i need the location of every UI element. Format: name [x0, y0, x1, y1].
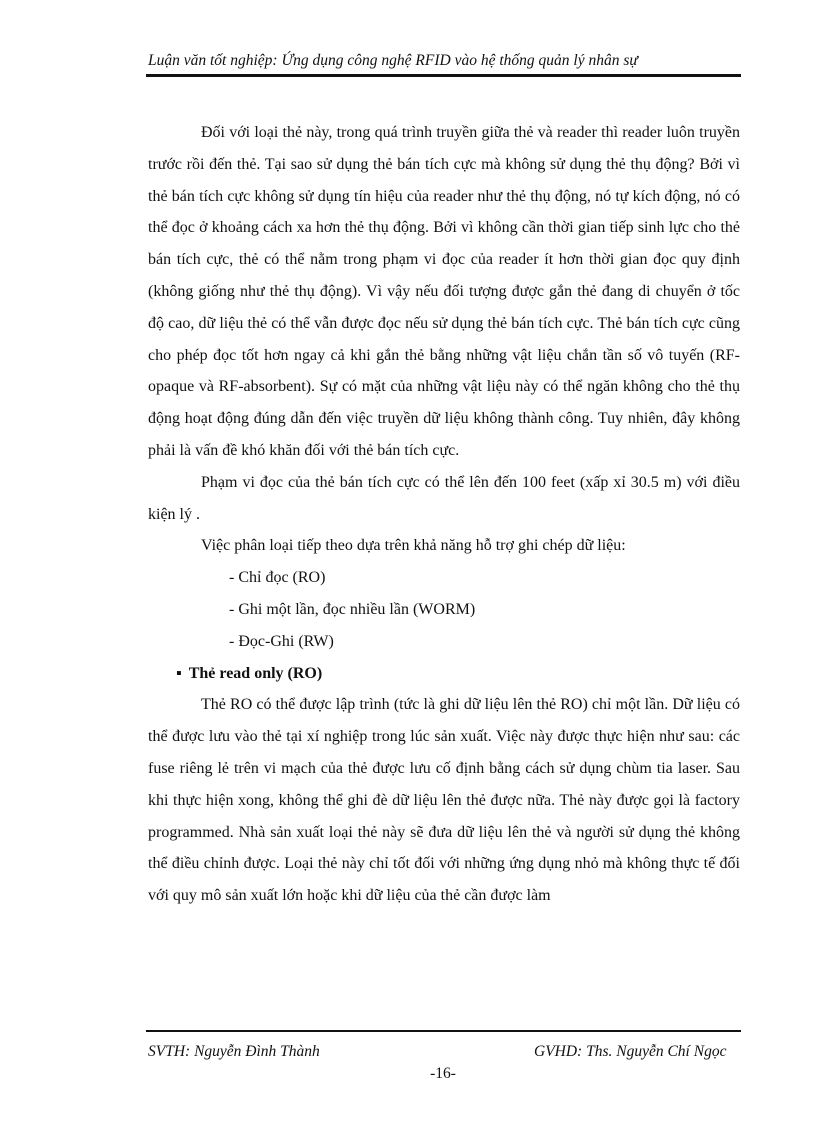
list-item-read-write: - Đọc-Ghi (RW) — [229, 632, 334, 650]
footer-advisor: GVHD: Ths. Nguyễn Chí Ngọc — [534, 1043, 727, 1060]
footer-divider — [146, 1030, 741, 1032]
header-divider — [146, 74, 741, 77]
paragraph-read-only-tag: Thẻ RO có thể được lập trình (tức là ghi dữ liệu lên thẻ RO) chỉ một lần. Dữ liệu có thể được lưu vào thẻ tại xí nghiệp trong lúc sản xuất. Việc này được thực hiện như sau: các fuse riêng lẻ trên vi mạch của thẻ được lưu cố định bằng cách sử dụng chùm tia laser. Sau khi thực hiện xong, không thể ghi đè dữ liệu lên thẻ được nữa. Thẻ này được gọi là factory programmed. Nhà sản xuất loại thẻ này sẽ đưa dữ liệu lên thẻ và người sử dụng thẻ không thể điều chỉnh được. Loại thẻ này chỉ tốt đối với những ứng dụng nhỏ mà không thực tế đối với quy mô sản xuất lớn hoặc khi dữ liệu của thẻ cần được làm — [148, 696, 740, 905]
list-item-read-only: - Chỉ đọc (RO) — [229, 569, 326, 587]
paragraph-read-range: Phạm vi đọc của thẻ bán tích cực có thể lên đến 100 feet (xấp xỉ 30.5 m) với điều kiện lý . — [148, 473, 740, 523]
page-body — [148, 117, 740, 912]
paragraph-semi-active-tag: Đối với loại thẻ này, trong quá trình truyền giữa thẻ và reader thì reader luôn truyền trước rồi đến thẻ. Tại sao sử dụng thẻ bán tích cực mà không sử dụng thẻ thụ động? Bởi vì thẻ bán tích cực không sử dụng tín hiệu của reader như thẻ thụ động, nó tự kích động, nó có thể đọc ở khoảng cách xa hơn thẻ thụ động. Bởi vì không cần thời gian tiếp sinh lực cho thẻ bán tích cực, thẻ có thể nằm trong phạm vi đọc của reader ít hơn thời gian đọc quy định (không giống như thẻ thụ động). Vì vậy nếu đối tượng được gắn thẻ đang di chuyển ở tốc độ cao, dữ liệu thẻ có thể vẫn được đọc nếu sử dụng thẻ bán tích cực. Thẻ bán tích cực cũng cho phép đọc tốt hơn ngay cả khi gắn thẻ bằng những vật liệu chắn tần số vô tuyến (RF-opaque và RF-absorbent). Sự có mặt của những vật liệu này có thể ngăn không cho thẻ thụ động hoạt động đúng dẫn đến việc truyền dữ liệu không thành công. Tuy nhiên, đây không phải là vấn đề khó khăn đối với thẻ bán tích cực. — [148, 124, 740, 459]
section-heading-read-only — [148, 658, 740, 690]
page-header-title: Luận văn tốt nghiệp: Ứng dụng công nghệ RFID vào hệ thống quản lý nhân sự — [148, 52, 638, 69]
paragraph-classification-intro: Việc phân loại tiếp theo dựa trên khả năng hỗ trợ ghi chép dữ liệu: — [201, 537, 626, 555]
page-number: -16- — [430, 1065, 456, 1082]
bullet-square-icon: ▪ — [176, 664, 182, 682]
section-heading-text: Thẻ read only (RO) — [188, 664, 323, 682]
list-item-worm: - Ghi một lần, đọc nhiều lần (WORM) — [229, 600, 476, 618]
footer-student: SVTH: Nguyễn Đình Thành — [148, 1043, 320, 1060]
